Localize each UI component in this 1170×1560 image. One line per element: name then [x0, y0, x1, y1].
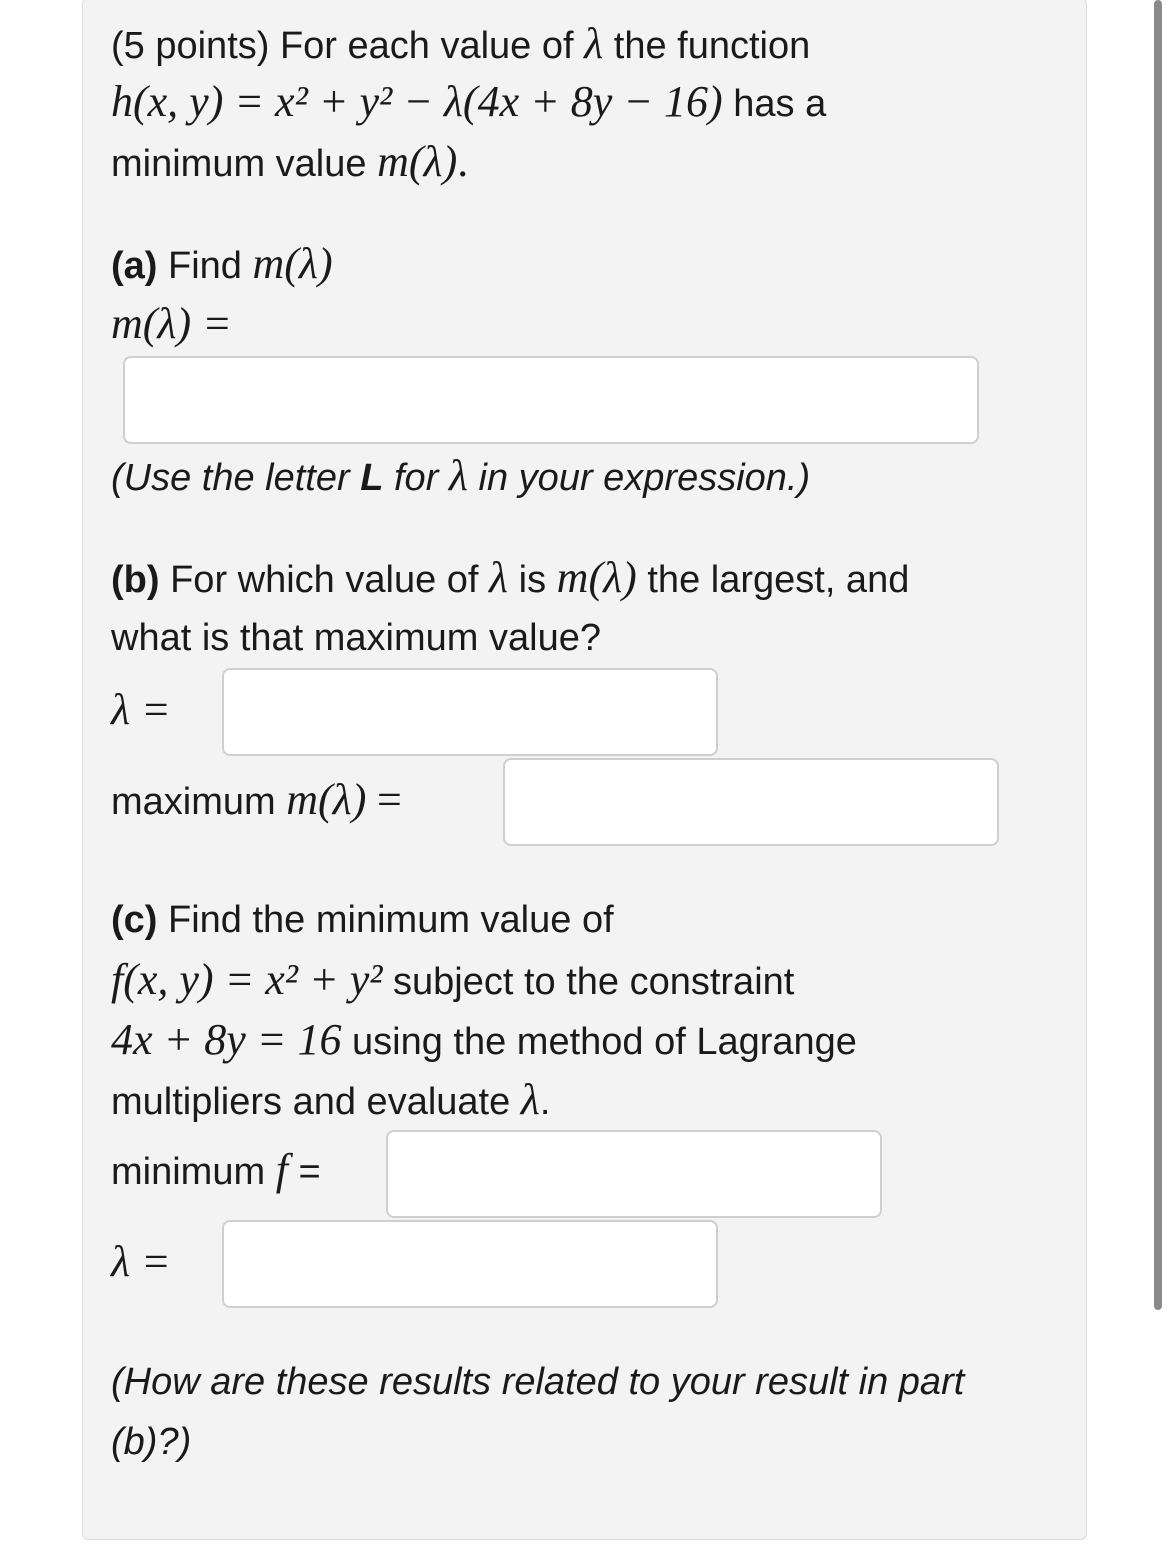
- part-c-footer-line-1: (How are these results related to your result in part: [111, 1361, 965, 1403]
- constraint-expression: 4x + 8y = 16: [111, 1015, 342, 1064]
- part-c-line-4: multipliers and evaluate λ.: [111, 1075, 551, 1124]
- intro-line-3: minimum value m(λ).: [111, 137, 469, 186]
- part-c-footer-line-2: (b)?): [111, 1421, 192, 1463]
- part-a-hint: (Use the letter L for λ in your expression.): [111, 451, 811, 500]
- intro-line-1: (5 points) For each value of λ the function: [111, 19, 811, 68]
- part-c-lambda-label: λ =: [111, 1237, 171, 1286]
- part-c-line-2: f(x, y) = x² + y² subject to the constraint: [111, 955, 795, 1004]
- h-function-expression: h(x, y) = x² + y² − λ(4x + 8y − 16): [111, 77, 723, 126]
- part-a-answer-label: m(λ) =: [111, 299, 232, 348]
- part-b-max-label: maximum m(λ) =: [111, 775, 402, 824]
- part-a-heading: (a) Find m(λ): [111, 239, 333, 288]
- scrollbar[interactable]: [1154, 0, 1162, 1310]
- part-c-heading: (c) Find the minimum value of: [111, 899, 614, 941]
- part-c-min-f-label: minimum f =: [111, 1145, 321, 1194]
- lambda-constraint-input[interactable]: [222, 1220, 718, 1308]
- part-c-line-3: 4x + 8y = 16 using the method of Lagrange: [111, 1015, 857, 1064]
- part-b-question-line-2: what is that maximum value?: [111, 617, 601, 659]
- lambda-max-input[interactable]: [222, 668, 718, 756]
- part-b-lambda-label: λ =: [111, 685, 171, 734]
- intro-line-2: h(x, y) = x² + y² − λ(4x + 8y − 16) has a: [111, 77, 827, 126]
- part-b-heading: (b) For which value of λ is m(λ) the largest, and: [111, 553, 910, 602]
- minimum-f-input[interactable]: [386, 1130, 882, 1218]
- maximum-m-input[interactable]: [503, 758, 999, 846]
- f-function-expression: f(x, y) = x² + y²: [111, 955, 383, 1004]
- m-lambda-input[interactable]: [123, 356, 979, 444]
